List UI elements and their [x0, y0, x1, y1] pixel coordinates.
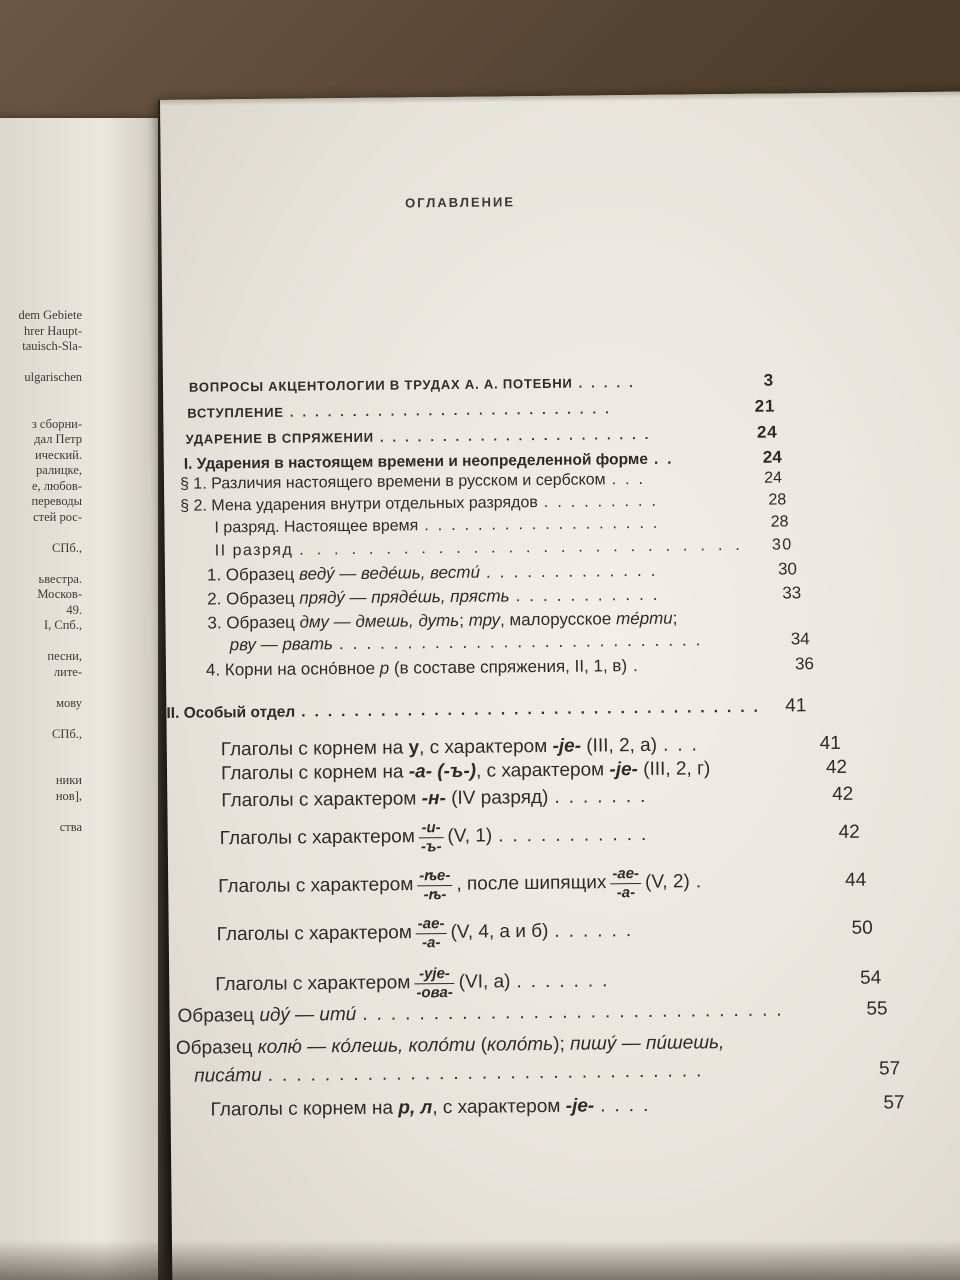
fraction-suffix: $\frac{-и-}{-ъ-}$	[419, 819, 444, 855]
fraction-suffix: $\frac{\text{-yje-}}{\text{-ова-}}$	[414, 965, 455, 1001]
toc-entry: § 2. Мена ударения внутри отдельных разрядов ......... 28	[180, 491, 787, 515]
toc-entry: Глаголы с характером $\frac{\text{-yje-}}{\text{-ова-}}$ (VI, а) ....... 54	[215, 965, 882, 1001]
left-page-line	[0, 804, 82, 820]
left-page-line: ический.	[35, 447, 82, 462]
left-page-line: е, любов-	[31, 478, 82, 493]
left-page-line: tauisch-Sla-	[22, 339, 82, 353]
left-page-line: СПб.,	[52, 540, 82, 555]
left-page-line	[0, 680, 82, 696]
toc-entry: 3. Образец дму — дмешь, дуть; тру, малорусское те́рти;	[207, 608, 678, 633]
left-page-line	[0, 758, 82, 774]
left-page-line: hrer Haupt-	[24, 323, 82, 338]
toc-entry: Глаголы с характером $\frac{-ѣе-}{-ѣ-}$ , после шипящих $\frac{-ае-}{-а-}$ (V, 2) . 44	[218, 865, 867, 903]
left-page-line: ралицке,	[36, 463, 82, 477]
toc-entry: II. Особый отдел ................................... 41	[166, 695, 807, 722]
left-page-line: ьвестра.	[38, 571, 82, 586]
toc-entry: УДАРЕНИЕ В СПРЯЖЕНИИ ...................... 24	[185, 422, 778, 447]
left-page-line	[0, 556, 82, 572]
toc-entry: 1. Образец веду́ — веде́шь, вести́ ............. 30	[206, 559, 798, 585]
left-page-line: дал Петр	[34, 432, 82, 446]
left-page-line: I, Спб.,	[43, 618, 82, 632]
toc-entry: I. Ударения в настоящем времени и неопределенной форме .. 24	[183, 447, 782, 473]
table-of-contents-page	[160, 91, 960, 1280]
left-page-line: ства	[59, 819, 82, 834]
left-page-line: Москов-	[37, 587, 82, 601]
toc-entry: ВСТУПЛЕНИЕ .......................... 21	[187, 396, 776, 421]
toc-entry: Глаголы с корнем на у, с характером -je- (III, 2, а) ... 41	[220, 732, 841, 761]
left-page-line: 49.	[66, 602, 82, 617]
toc-entry: 2. Образец пряду́ — пряде́шь, прясть ........... 33	[207, 583, 802, 609]
toc-entry: 4. Корни на осно́вное р (в составе спряжения, II, 1, в) . 36	[205, 654, 815, 680]
toc-entry: II разряд .......................... 30	[214, 536, 793, 560]
left-page-line: лите-	[53, 664, 82, 679]
toc-list	[160, 91, 960, 1280]
fraction-suffix: $\frac{-ае-}{-а-}$	[416, 915, 447, 951]
left-page-line	[0, 711, 82, 727]
left-book-page	[0, 118, 165, 1280]
toc-title: ОГЛАВЛЕНИЕ	[405, 194, 516, 211]
left-page-line: ники	[55, 773, 82, 787]
left-page-line: стей рос-	[33, 509, 82, 524]
toc-entry: писа́ти ............................... 57	[194, 1058, 901, 1087]
left-page-line	[0, 634, 82, 650]
left-page-line	[0, 742, 82, 758]
toc-entry: Образец колю́ — ко́лешь, коло́ти (коло́ть); пишу́ — пи́шешь,	[175, 1032, 725, 1059]
left-page-line	[0, 401, 82, 417]
left-page-line: ulgarischen	[24, 370, 82, 384]
toc-entry: I разряд. Настоящее время .................. 28	[214, 513, 789, 537]
toc-entry: рву — рвать ........................... 34	[229, 629, 810, 655]
left-page-line	[0, 355, 82, 371]
toc-entry: Глаголы с корнем на -a- (-ъ-), с характером -je- (III, 2, г) 42	[220, 756, 848, 785]
left-page-line: СПб.,	[52, 726, 82, 741]
fraction-suffix: $\frac{-ѣе-}{-ѣ-}$	[417, 867, 452, 903]
toc-entry: Образец иду́ — ити́ .............................. 55	[177, 998, 888, 1027]
left-page-line: песни,	[47, 649, 82, 663]
left-page-line: dem Gebiete	[18, 308, 82, 322]
left-page-line: мову	[56, 695, 82, 710]
left-page-line: з сборни-	[31, 416, 82, 431]
toc-entry: Глаголы с характером -н- (IV разряд) ....... 42	[221, 783, 854, 812]
fraction-suffix: $\frac{-ае-}{-а-}$	[610, 865, 641, 901]
left-page-line: нов],	[55, 788, 82, 803]
toc-entry: Глаголы с характером $\frac{-ае-}{-а-}$ (V, 4, а и б) ...... 50	[216, 915, 873, 951]
bottom-shadow	[0, 1240, 960, 1280]
toc-entry: Глаголы с характером $\frac{-и-}{-ъ-}$ (V, 1) ........... 42	[219, 819, 860, 855]
left-page-line	[0, 525, 82, 541]
toc-entry: § 1. Различия настоящего времени в русском и сербском ... 24	[179, 469, 783, 493]
left-page-line: переводы	[31, 494, 82, 508]
toc-entry: ВОПРОСЫ АКЦЕНТОЛОГИИ В ТРУДАХ А. А. ПОТЕБНИ ..... 3	[188, 370, 775, 395]
left-page-line	[0, 386, 82, 402]
toc-entry: Глаголы с корнем на р, л, с характером -je- .... 57	[210, 1092, 905, 1121]
left-page-text	[0, 308, 82, 835]
